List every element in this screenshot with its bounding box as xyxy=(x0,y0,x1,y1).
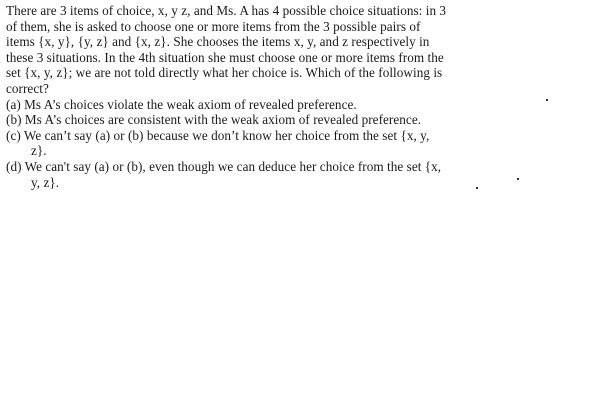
question-line: set {x, y, z}; we are not told directly what her choice is. Which of the following is xyxy=(6,65,443,81)
scan-speck xyxy=(517,178,519,180)
answer-options xyxy=(6,97,546,191)
question-line: correct? xyxy=(6,80,49,96)
option-c: (c) We can’t say (a) or (b) because we don’t know her choice from the set {x, y, xyxy=(6,127,430,143)
question-line: There are 3 items of choice, x, y z, and Ms. A has 4 possible choice situations: in 3 xyxy=(6,3,447,18)
question-line: items {x, y}, {y, z} and {x, z}. She chooses the items x, y, and z respectively in xyxy=(6,34,430,50)
scan-speck xyxy=(476,187,478,189)
option-c-continuation: z}. xyxy=(31,143,47,159)
option-b: (b) Ms A’s choices are consistent with the weak axiom of revealed preference. xyxy=(6,112,422,128)
question-text xyxy=(6,3,546,97)
option-d: (d) We can't say (a) or (b), even though we can deduce her choice from the set {x, xyxy=(6,158,442,174)
question-line: of them, she is asked to choose one or more items from the 3 possible pairs of xyxy=(6,18,421,34)
option-a: (a) Ms A’s choices violate the weak axiom of revealed preference. xyxy=(6,96,357,112)
option-d-continuation: y, z}. xyxy=(31,174,60,190)
question-line: these 3 situations. In the 4th situation she must choose one or more items from the xyxy=(6,49,444,65)
scan-speck xyxy=(546,99,548,101)
document-body xyxy=(6,3,546,190)
